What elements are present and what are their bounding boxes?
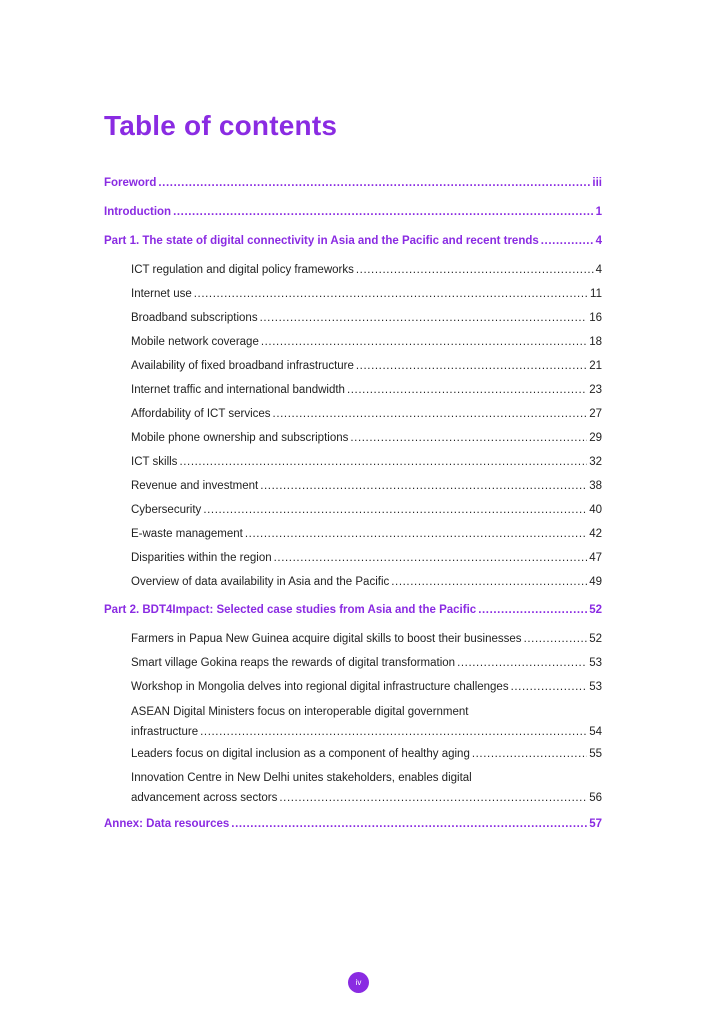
dot-leader bbox=[356, 359, 587, 373]
toc-entry-page: 49 bbox=[589, 576, 602, 588]
toc-entry-page: 53 bbox=[589, 681, 602, 693]
dot-leader bbox=[511, 680, 588, 694]
toc-entry-annex[interactable] bbox=[104, 817, 602, 831]
dot-leader bbox=[260, 479, 587, 493]
toc-entry-label: Foreword bbox=[104, 177, 157, 189]
toc-entry-data-availability[interactable] bbox=[131, 575, 602, 589]
toc-entry-e-waste[interactable] bbox=[131, 527, 602, 541]
toc-entry-label: Internet traffic and international bandwidth bbox=[131, 384, 345, 396]
toc-entry-foreword[interactable] bbox=[104, 176, 602, 190]
toc-entry-gokina[interactable] bbox=[131, 656, 602, 670]
dot-leader bbox=[524, 632, 588, 646]
page-title: Table of contents bbox=[104, 110, 338, 141]
toc-entry-label: Innovation Centre in New Delhi unites stakeholders, enables digital bbox=[131, 772, 472, 784]
toc-entry-page: 32 bbox=[589, 456, 602, 468]
dot-leader bbox=[231, 817, 587, 831]
dot-leader bbox=[350, 431, 587, 445]
toc-entry-page: 53 bbox=[589, 657, 602, 669]
dot-leader bbox=[203, 503, 587, 517]
toc-entry-page: 57 bbox=[589, 818, 602, 830]
toc-entry-page: 11 bbox=[590, 288, 602, 300]
toc-entry-label: Mobile network coverage bbox=[131, 336, 259, 348]
dot-leader bbox=[273, 407, 588, 421]
toc-entry-page: 27 bbox=[589, 408, 602, 420]
dot-leader bbox=[541, 234, 594, 248]
toc-entry-mobile-network-coverage[interactable] bbox=[131, 335, 602, 349]
dot-leader bbox=[158, 176, 590, 190]
toc-entry-fixed-broadband[interactable] bbox=[131, 359, 602, 373]
toc-entry-label: Cybersecurity bbox=[131, 504, 202, 516]
toc-entry-page: iii bbox=[592, 177, 602, 189]
dot-leader bbox=[457, 656, 587, 670]
dot-leader bbox=[200, 725, 587, 739]
toc-entry-mobile-phone-ownership[interactable] bbox=[131, 431, 602, 445]
toc-entry-label-continued: infrastructure bbox=[131, 726, 199, 738]
toc-entry-page: 29 bbox=[589, 432, 602, 444]
dot-leader bbox=[245, 527, 587, 541]
dot-leader bbox=[261, 335, 587, 349]
toc-entry-page: 56 bbox=[589, 792, 602, 804]
toc-entry-ict-skills[interactable] bbox=[131, 455, 602, 469]
dot-leader bbox=[279, 791, 587, 805]
toc-entry-page: 4 bbox=[595, 264, 602, 276]
toc-entry-papua-new-guinea[interactable] bbox=[131, 632, 602, 646]
page-number-badge: iv bbox=[348, 972, 369, 993]
toc-entry-revenue-investment[interactable] bbox=[131, 479, 602, 493]
toc-entry-page: 23 bbox=[589, 384, 602, 396]
toc-entry-cybersecurity[interactable] bbox=[131, 503, 602, 517]
toc-entry-ict-regulation[interactable] bbox=[131, 263, 602, 277]
toc-entry-label: Internet use bbox=[131, 288, 192, 300]
toc-entry-label: ASEAN Digital Ministers focus on interoperable digital government bbox=[131, 706, 469, 718]
dot-leader bbox=[274, 551, 588, 565]
dot-leader bbox=[194, 287, 588, 301]
toc-entry-asean[interactable] bbox=[131, 705, 602, 739]
toc-entry-label: Farmers in Papua New Guinea acquire digital skills to boost their businesses bbox=[131, 633, 522, 645]
dot-leader bbox=[391, 575, 587, 589]
toc-entry-affordability[interactable] bbox=[131, 407, 602, 421]
toc-entry-page: 52 bbox=[589, 633, 602, 645]
toc-entry-part-2[interactable] bbox=[104, 603, 602, 617]
toc-entry-label: ICT skills bbox=[131, 456, 178, 468]
toc-entry-label: E-waste management bbox=[131, 528, 243, 540]
toc-entry-page: 42 bbox=[589, 528, 602, 540]
toc-entry-label: Annex: Data resources bbox=[104, 818, 230, 830]
toc-entry-page: 55 bbox=[589, 748, 602, 760]
toc-entry-label: Smart village Gokina reaps the rewards of digital transformation bbox=[131, 657, 456, 669]
dot-leader bbox=[179, 455, 587, 469]
toc-entry-internet-traffic[interactable] bbox=[131, 383, 602, 397]
toc-entry-broadband-subscriptions[interactable] bbox=[131, 311, 602, 325]
dot-leader bbox=[260, 311, 588, 325]
toc-entry-healthy-aging[interactable] bbox=[131, 747, 602, 761]
toc-entry-page: 1 bbox=[595, 206, 602, 218]
toc-entry-label: Workshop in Mongolia delves into regional digital infrastructure challenges bbox=[131, 681, 509, 693]
dot-leader bbox=[173, 205, 594, 219]
toc-entry-page: 38 bbox=[589, 480, 602, 492]
toc-entry-mongolia[interactable] bbox=[131, 680, 602, 694]
toc-entry-page: 16 bbox=[589, 312, 602, 324]
toc-entry-label-continued: advancement across sectors bbox=[131, 792, 278, 804]
dot-leader bbox=[347, 383, 587, 397]
toc-entry-page: 18 bbox=[589, 336, 602, 348]
dot-leader bbox=[356, 263, 594, 277]
toc-entry-internet-use[interactable] bbox=[131, 287, 602, 301]
toc-entry-label: Disparities within the region bbox=[131, 552, 272, 564]
dot-leader bbox=[472, 747, 587, 761]
toc-entry-label: Part 1. The state of digital connectivity in Asia and the Pacific and recent trends bbox=[104, 235, 539, 247]
toc-entry-label: Part 2. BDT4Impact: Selected case studies from Asia and the Pacific bbox=[104, 604, 477, 616]
toc-entry-page: 47 bbox=[589, 552, 602, 564]
toc-entry-introduction[interactable] bbox=[104, 205, 602, 219]
toc-entry-label: Overview of data availability in Asia and the Pacific bbox=[131, 576, 390, 588]
toc-entry-page: 21 bbox=[589, 360, 602, 372]
toc-entry-disparities[interactable] bbox=[131, 551, 602, 565]
toc-entry-label: Revenue and investment bbox=[131, 480, 259, 492]
toc-entry-part-1[interactable] bbox=[104, 234, 602, 248]
toc-entry-page: 52 bbox=[589, 604, 602, 616]
dot-leader bbox=[478, 603, 587, 617]
toc-entry-label: Leaders focus on digital inclusion as a component of healthy aging bbox=[131, 748, 470, 760]
toc-entry-label: Affordability of ICT services bbox=[131, 408, 271, 420]
toc-entry-new-delhi[interactable] bbox=[131, 771, 602, 805]
toc-entry-label: Mobile phone ownership and subscriptions bbox=[131, 432, 349, 444]
toc-entry-page: 54 bbox=[589, 726, 602, 738]
toc-entry-label: Broadband subscriptions bbox=[131, 312, 258, 324]
toc-entry-label: ICT regulation and digital policy frameworks bbox=[131, 264, 354, 276]
toc-entry-label: Availability of fixed broadband infrastructure bbox=[131, 360, 354, 372]
toc-entry-page: 40 bbox=[589, 504, 602, 516]
toc-entry-page: 4 bbox=[595, 235, 602, 247]
toc-entry-label: Introduction bbox=[104, 206, 172, 218]
